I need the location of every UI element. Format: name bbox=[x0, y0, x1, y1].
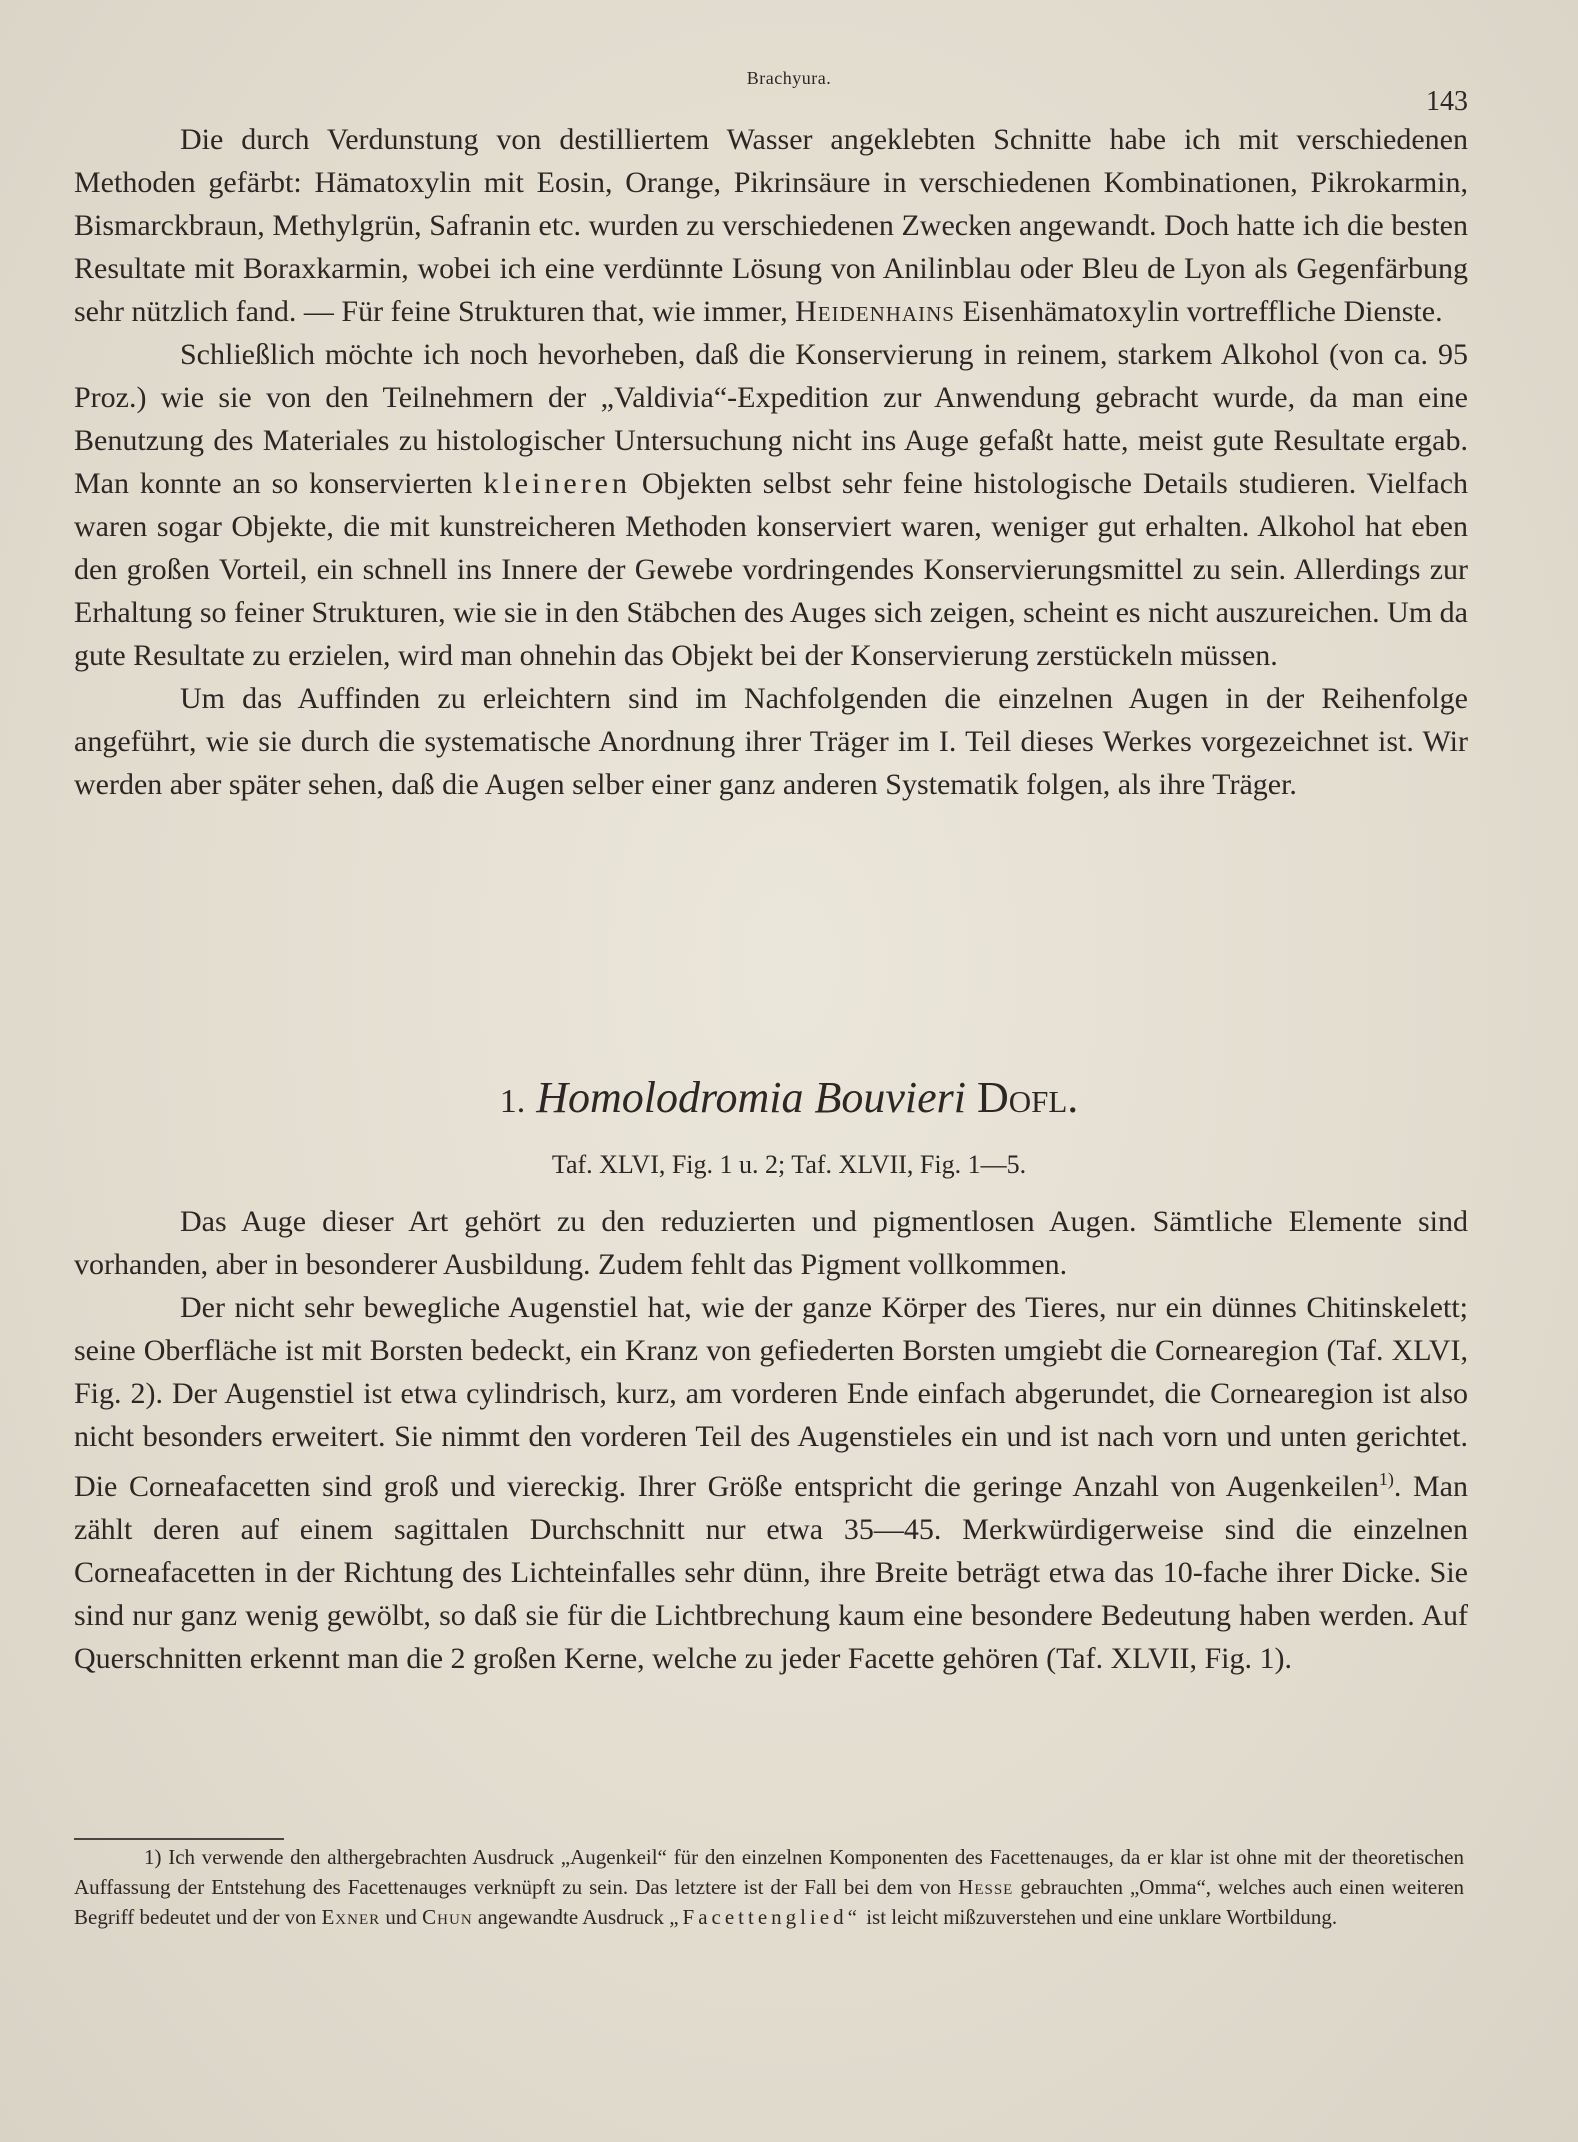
paragraph-eyestalk: Der nicht sehr bewegliche Augenstiel hat, wie der ganze Körper des Tieres, nur ein dünnes Chitinskelett; seine Oberfläche ist mit Borsten bedeckt, ein Kranz von gefiederten Borsten umgiebt die Cornearegion (Taf. XLVI, Fig. 2). Der Augenstiel ist etwa cylindrisch, kurz, am vorderen Ende einfach abgerundet, die Cornearegion ist also nicht besonders erweitert. Sie nimmt den vorderen Teil des Augenstieles ein und ist nach vorn und unten gerichtet. Die Corneafacetten sind groß und viereckig. Ihrer Größe entspricht die geringe Anzahl von Augenkeilen$^{1)}$. Man zählt deren auf einem sagittalen Durchschnitt nur etwa 35—45. Merkwürdigerweise sind die einzelnen Corneafacetten in der Richtung des Lichteinfalles sehr dünn, ihre Breite beträgt etwa das 10-fache ihrer Dicke. Sie sind nur ganz wenig gewölbt, so daß sie für die Lichtbrechung kaum eine besondere Bedeutung haben werden. Auf Querschnitten erkennt man die 2 großen Kerne, welche zu jeder Facette gehören (Taf. XLVII, Fig. 1). bbox=[74, 1291, 1468, 1675]
footnote: 1) Ich verwende den althergebrachten Ausdruck „Augenkeil“ für den einzelnen Komponenten des Facettenauges, da er klar ist ohne mit der theoretischen Auffassung der Entstehung des Facettenauges verknüpft zu sein. Das letztere ist der Fall bei dem von Hesse gebrauchten „Omma“, welches auch einen weiteren Begriff bedeutet und der von Exner und Chun angewandte Ausdruck „Facettenglied“ ist leicht mißzuverstehen und eine unklare Wortbildung. bbox=[74, 1845, 1465, 1929]
paragraph-staining: Die durch Verdunstung von destilliertem Wasser angeklebten Schnitte habe ich mit verschiedenen Methoden gefärbt: Hämatoxylin mit Eosin, Orange, Pikrinsäure in verschiedenen Kombinationen, Pikrokarmin, Bismarckbraun, Methylgrün, Safranin etc. wurden zu verschiedenen Zwecken angewandt. Doch hatte ich die besten Resultate mit Boraxkarmin, wobei ich eine verdünnte Lösung von Anilinblau oder Bleu de Lyon als Gegenfärbung sehr nützlich fand. — Für feine Strukturen that, wie immer, Heidenhains Eisenhämatoxylin vortreffliche Dienste. bbox=[74, 123, 1468, 328]
author-name-heidenhain: Heidenhains bbox=[795, 295, 955, 328]
page-number: 143 bbox=[1426, 86, 1468, 117]
intro-text bbox=[74, 118, 1468, 806]
paragraph-ordering: Um das Auffinden zu erleichtern sind im Nachfolgenden die einzelnen Augen in der Reihenfolge angeführt, wie sie durch die systematische Anordnung ihrer Träger im I. Teil dieses Werkes vorgezeichnet ist. Wir werden aber später sehen, daß die Augen selber einer ganz anderen Systematik folgen, als ihre Träger. bbox=[74, 682, 1468, 801]
footnote-marker: 1) bbox=[1378, 1469, 1394, 1489]
paragraph-conservation: Schließlich möchte ich noch hevorheben, daß die Konservierung in reinem, starkem Alkohol (von ca. 95 Proz.) wie sie von den Teilnehmern der „Valdivia“-Expedition zur Anwendung gebracht wurde, da man eine Benutzung des Materiales zu histologischer Untersuchung nicht ins Auge gefaßt hatte, meist gute Resultate ergab. Man konnte an so konservierten kleineren Objekten selbst sehr feine histologische Details studieren. Vielfach waren sogar Objekte, die mit kunstreicheren Methoden konserviert waren, weniger gut erhalten. Alkohol hat eben den großen Vorteil, ein schnell ins Innere der Gewebe vordringendes Konservierungsmittel zu sein. Allerdings zur Erhaltung so feiner Strukturen, wie sie in den Stäbchen des Auges sich zeigen, scheint es nicht auszureichen. Um da gute Resultate zu erzielen, wird man ohnehin das Objekt bei der Konservierung zerstückeln müssen. bbox=[74, 338, 1469, 672]
species-author: Dofl. bbox=[976, 1073, 1079, 1122]
author-name-exner: Exner bbox=[321, 1905, 381, 1929]
paragraph-eye-type: Das Auge dieser Art gehört zu den reduzierten und pigmentlosen Augen. Sämtliche Elemente sind vorhanden, aber in besonderer Ausbildung. Zudem fehlt das Pigment vollkommen. bbox=[74, 1205, 1468, 1281]
section-heading bbox=[0, 1072, 1578, 1123]
section-number: 1. bbox=[499, 1083, 526, 1120]
species-name: Homolodromia Bouvieri bbox=[536, 1073, 966, 1122]
running-header: Brachyura. bbox=[746, 68, 832, 88]
author-name-chun: Chun bbox=[422, 1905, 473, 1929]
author-name-hesse: Hesse bbox=[958, 1875, 1014, 1899]
plate-references: Taf. XLVI, Fig. 1 u. 2; Taf. XLVII, Fig. 1—5. bbox=[551, 1150, 1027, 1179]
emphasized-word: kleineren bbox=[483, 467, 631, 500]
footnote-rule bbox=[74, 1838, 284, 1840]
emphasized-term: „Facettenglied“ bbox=[669, 1905, 861, 1929]
species-text bbox=[74, 1200, 1468, 1680]
